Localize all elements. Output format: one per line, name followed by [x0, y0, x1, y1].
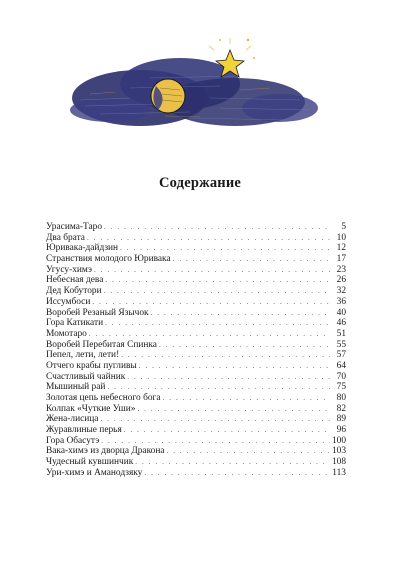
toc-dot-leader [89, 329, 330, 340]
toc-dot-leader [159, 340, 330, 351]
toc-entry[interactable] [46, 254, 346, 265]
toc-entry[interactable] [46, 468, 346, 479]
toc-entry-page: 103 [331, 446, 346, 457]
toc-dot-leader [124, 425, 330, 436]
toc-entry-title: Дед Кобутори [46, 286, 102, 297]
toc-entry-title: Урасима-Таро [46, 222, 103, 232]
toc-entry-page: 26 [336, 275, 346, 286]
toc-entry[interactable] [46, 275, 346, 286]
toc-dot-leader [144, 468, 330, 479]
toc-entry[interactable] [46, 308, 346, 319]
toc-entry-title: Момотаро [46, 328, 87, 339]
toc-entry-page: 32 [336, 286, 346, 297]
toc-entry[interactable] [46, 350, 346, 361]
toc-entry-title: Золотая цепь небесного бога [46, 393, 161, 403]
toc-entry-title: Колпак «Чуткие Уши» [46, 403, 136, 414]
toc-entry[interactable] [46, 414, 346, 425]
toc-dot-leader [139, 361, 330, 372]
toc-dot-leader [151, 308, 330, 319]
toc-dot-leader [92, 297, 330, 308]
toc-entry[interactable] [46, 372, 346, 383]
toc-entry[interactable] [46, 425, 346, 436]
toc-entry[interactable] [46, 436, 346, 447]
toc-entry-page: 23 [336, 264, 346, 275]
toc-entry-page: 10 [336, 232, 346, 243]
toc-entry[interactable] [46, 361, 346, 372]
toc-entry-title: Жена-лисица [46, 414, 99, 425]
toc-dot-leader [94, 265, 330, 276]
toc-entry-page: 12 [336, 243, 346, 254]
toc-dot-leader [127, 372, 330, 383]
toc-entry-title: Странствия молодого Юривака [46, 254, 171, 265]
toc-dot-leader [101, 436, 330, 447]
toc-dot-leader [104, 222, 330, 233]
toc-entry-title: Чудесный кувшинчик [46, 457, 134, 468]
toc-entry-page: 100 [331, 435, 346, 446]
contents-title: Содержание [158, 175, 242, 191]
toc-entry[interactable] [46, 457, 346, 468]
toc-entry[interactable] [46, 382, 346, 393]
toc-entry-page: 40 [336, 307, 346, 318]
toc-entry-page: 64 [336, 360, 346, 371]
toc-entry-title: Иссумбоси [46, 296, 91, 307]
toc-entry-page: 96 [336, 425, 346, 436]
toc-entry[interactable] [46, 340, 346, 351]
toc-entry-page: 57 [336, 350, 346, 361]
toc-dot-leader [163, 393, 330, 404]
toc-entry-page: 75 [336, 382, 346, 393]
toc-entry-title: Небесная дева [46, 275, 104, 286]
toc-entry[interactable] [46, 233, 346, 244]
toc-entry[interactable] [46, 404, 346, 415]
toc-entry-page: 51 [336, 328, 346, 339]
toc-entry[interactable] [46, 243, 346, 254]
toc-entry[interactable] [46, 265, 346, 276]
table-of-contents [46, 222, 346, 479]
toc-entry-title: Пепел, лети, лети! [46, 350, 120, 361]
toc-entry[interactable] [46, 393, 346, 404]
toc-entry-page: 55 [336, 339, 346, 350]
toc-entry-title: Ури-химэ и Аманодзяку [46, 467, 143, 478]
toc-entry-page: 17 [336, 254, 346, 265]
toc-entry-title: Журавлиные перья [46, 425, 122, 436]
toc-entry-title: Воробей Перебитая Спинка [46, 339, 157, 350]
toc-dot-leader [87, 233, 330, 244]
toc-entry-title: Угусу-химэ [46, 264, 92, 275]
toc-entry-page: 5 [341, 222, 346, 232]
moon-icon [151, 79, 185, 113]
toc-entry-title: Отчего крабы пугливы [46, 360, 137, 371]
toc-entry-title: Гора Обасутэ [46, 435, 100, 446]
night-cloud-icon [70, 58, 318, 126]
toc-entry-page: 46 [336, 318, 346, 329]
toc-entry-page: 80 [336, 393, 346, 403]
toc-entry-title: Мышиный рай [46, 382, 106, 393]
toc-dot-leader [104, 286, 330, 297]
toc-dot-leader [167, 446, 330, 457]
toc-entry-title: Вака-химэ из дворца Дракона [46, 446, 165, 457]
toc-dot-leader [135, 457, 330, 468]
toc-dot-leader [100, 414, 330, 425]
toc-entry-title: Юривака-дайдзин [46, 243, 119, 254]
toc-entry[interactable] [46, 318, 346, 329]
toc-dot-leader [105, 275, 330, 286]
toc-dot-leader [137, 404, 330, 415]
toc-dot-leader [105, 318, 330, 329]
toc-entry[interactable] [46, 222, 346, 233]
toc-entry-page: 82 [336, 403, 346, 414]
toc-entry[interactable] [46, 297, 346, 308]
toc-dot-leader [121, 350, 330, 361]
toc-entry-title: Два брата [46, 232, 85, 243]
toc-entry-page: 108 [331, 457, 346, 468]
toc-entry[interactable] [46, 446, 346, 457]
toc-dot-leader [107, 382, 330, 393]
toc-entry-page: 36 [336, 296, 346, 307]
night-sky-illustration [70, 28, 320, 138]
toc-dot-leader [120, 243, 330, 254]
toc-entry[interactable] [46, 286, 346, 297]
toc-entry[interactable] [46, 329, 346, 340]
toc-entry-title: Счастливый чайник [46, 371, 126, 382]
toc-entry-title: Воробей Резаный Язычок [46, 307, 149, 318]
toc-entry-page: 89 [336, 414, 346, 425]
toc-entry-page: 70 [336, 371, 346, 382]
toc-entry-page: 113 [332, 467, 346, 478]
toc-entry-title: Гора Катикати [46, 318, 104, 329]
toc-dot-leader [173, 254, 330, 265]
